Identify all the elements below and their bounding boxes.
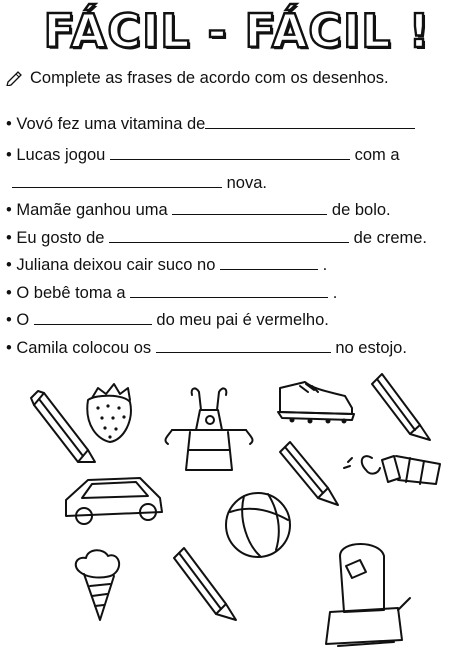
blender-icon [326,544,410,646]
sentence-text: com a [354,146,400,164]
bullet: • [6,115,12,133]
bullet: • [6,284,12,302]
strawberry-icon [87,384,131,442]
apron-icon [165,388,252,470]
sentence-text: Mamãe ganhou uma [16,201,168,219]
sentence-text: no estojo. [335,339,407,357]
bullet: • [6,339,12,357]
ice-cream-icon [76,550,119,620]
sentence-text: Camila colocou os [16,339,152,357]
bullet: • [6,311,12,329]
sentence-text: . [332,284,338,302]
bullet: • [6,146,12,164]
baby-bottle-icon [344,456,440,484]
page-title: FÁCIL - FÁCIL ! [43,4,431,58]
sentence-text: O bebê toma a [16,284,126,302]
pencil-icon [280,442,338,505]
sentence-text: de bolo. [331,201,391,219]
sentence-text: Eu gosto de [16,229,105,247]
sentence-text: do meu pai é vermelho. [156,311,329,329]
pencil-icon [372,374,430,440]
sentence-text: nova. [226,174,267,192]
ball-icon [226,493,290,557]
car-icon [66,478,162,524]
bullet: • [6,256,12,274]
bullet: • [6,229,12,247]
sentence-text: O [16,311,30,329]
sentence-text: Juliana deixou cair suco no [16,256,216,274]
sentence-text: . [322,256,328,274]
pencil-icon [31,391,95,462]
pencil-icon [174,548,236,620]
sneaker-icon [278,382,354,424]
sentence-text: de creme. [353,229,428,247]
sentence-text: Lucas jogou [16,146,106,164]
sentence-text: Vovó fez uma vitamina de [16,115,206,133]
instruction-text: Complete as frases de acordo com os desenhos. [30,69,389,87]
bullet: • [6,201,12,219]
